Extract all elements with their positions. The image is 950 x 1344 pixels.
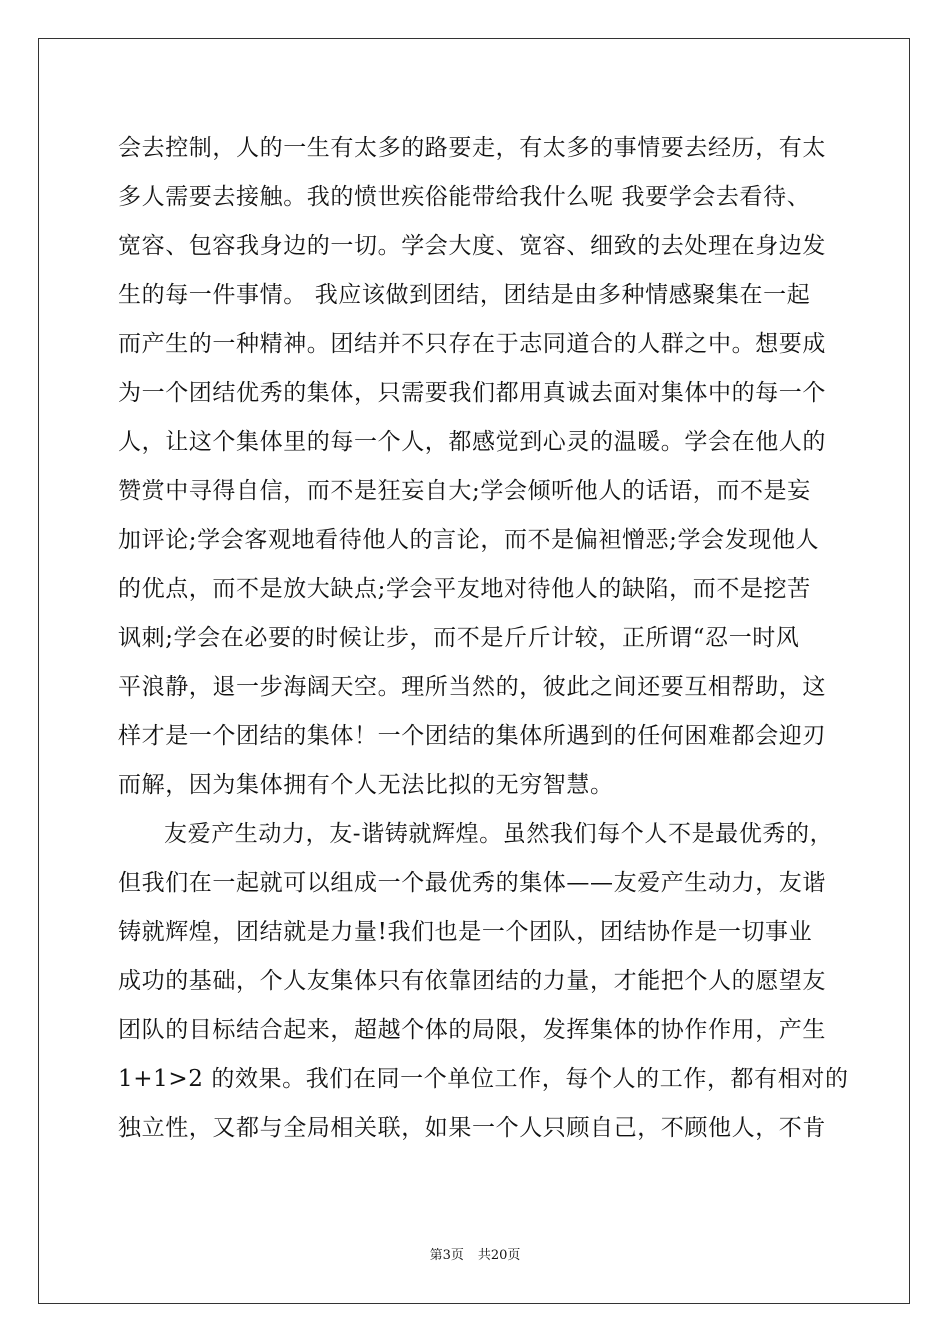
text-line: 但我们在一起就可以组成一个最优秀的集体——友爱产生动力，友谐 xyxy=(118,870,826,896)
text-line: 赞赏中寻得自信，而不是狂妄自大;学会倾听他人的话语，而不是妄 xyxy=(118,478,811,504)
text-line: 会去控制，人的一生有太多的路要走，有太多的事情要去经历，有太 xyxy=(118,135,826,161)
text-line: 样才是一个团结的集体！一个团结的集体所遇到的任何困难都会迎刃 xyxy=(118,723,826,749)
text-line: 多人需要去接触。我的愤世疾俗能带给我什么呢 我要学会去看待、 xyxy=(118,184,811,210)
page-number-current: 第3页 xyxy=(429,1248,464,1263)
text-line: 宽容、包容我身边的一切。学会大度、宽容、细致的去处理在身边发 xyxy=(118,233,826,259)
document-body xyxy=(118,124,849,1153)
page-number-total: 共20页 xyxy=(477,1248,521,1263)
text-line: 加评论;学会客观地看待他人的言论，而不是偏袒憎恶;学会发现他人 xyxy=(118,527,820,553)
text-line: 生的每一件事情。 我应该做到团结，团结是由多种情感聚集在一起 xyxy=(118,282,811,308)
text-line: 铸就辉煌，团结就是力量!我们也是一个团队，团结协作是一切事业 xyxy=(118,919,813,945)
text-line: 而产生的一种精神。团结并不只存在于志同道合的人群之中。想要成 xyxy=(118,331,826,357)
text-line: 而解，因为集体拥有个人无法比拟的无穷智慧。 xyxy=(118,772,614,798)
text-line: 人，让这个集体里的每一个人，都感觉到心灵的温暖。学会在他人的 xyxy=(118,429,826,455)
text-line: 独立性，又都与全局相关联，如果一个人只顾自己，不顾他人，不肯 xyxy=(118,1115,826,1141)
text-line: 的优点，而不是放大缺点;学会平友地对待他人的缺陷，而不是挖苦 xyxy=(118,576,811,602)
paragraph-start-line: 友爱产生动力，友-谐铸就辉煌。虽然我们每个人不是最优秀的， xyxy=(164,821,834,847)
text-line: 团队的目标结合起来，超越个体的局限，发挥集体的协作作用，产生 xyxy=(118,1017,826,1043)
text-line: 平浪静，退一步海阔天空。理所当然的，彼此之间还要互相帮助，这 xyxy=(118,674,826,700)
text-line: 成功的基础，个人友集体只有依靠团结的力量，才能把个人的愿望友 xyxy=(118,968,826,994)
text-line: 1+1>2 的效果。我们在同一个单位工作，每个人的工作，都有相对的 xyxy=(118,1066,849,1092)
text-line: 为一个团结优秀的集体，只需要我们都用真诚去面对集体中的每一个 xyxy=(118,380,826,406)
text-line: 讽刺;学会在必要的时候让步，而不是斤斤计较，正所谓“忍一时风 xyxy=(118,625,800,651)
page-footer xyxy=(0,1244,950,1263)
